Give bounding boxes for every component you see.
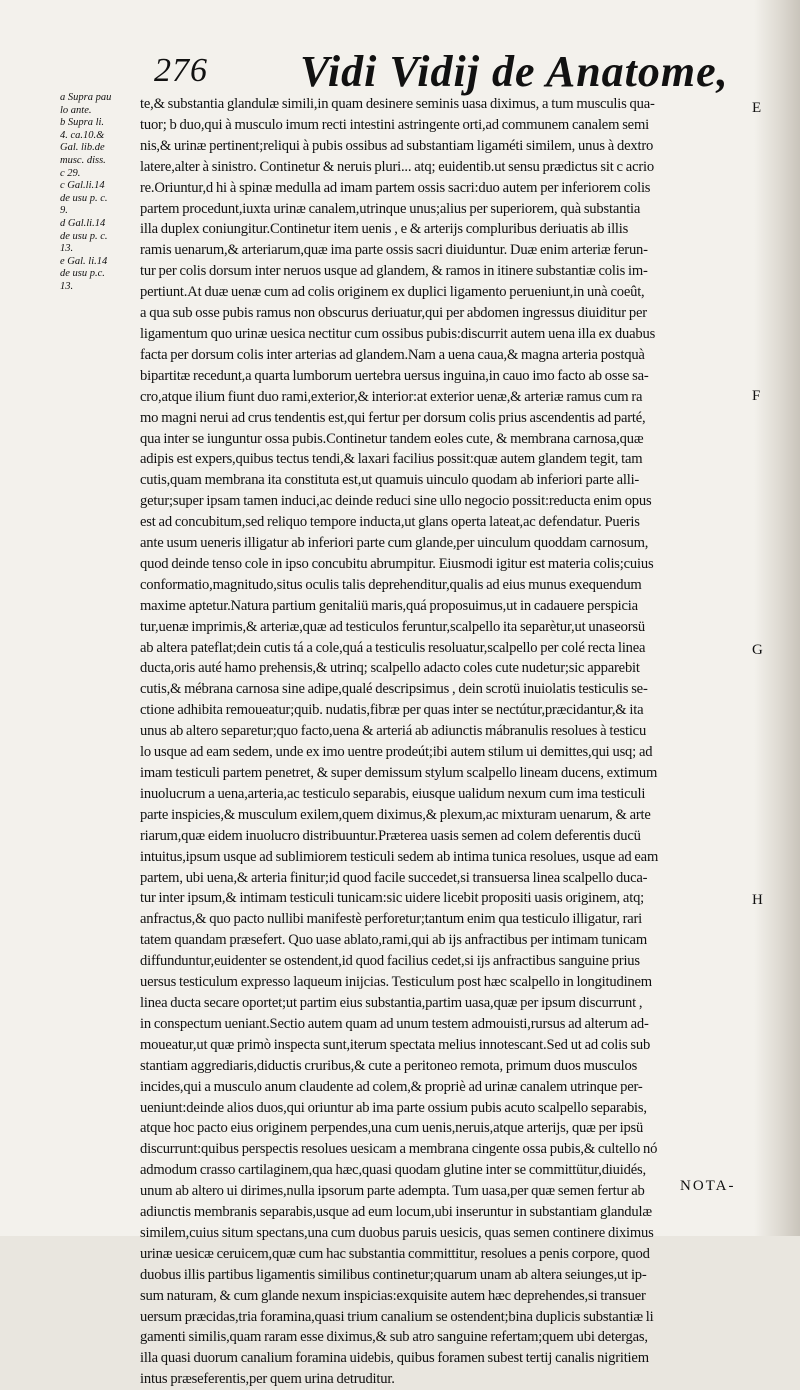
text-line: linea ducta secare oportet;ut partim eius substantia,partim uasa,quæ per ipsum discurrunt , xyxy=(140,994,643,1011)
text-line: duobus illis partibus ligamentis similibus continetur;quarum unam ab altera seiunges,ut ip- xyxy=(140,1266,647,1283)
text-line: adipis est expers,quibus tectus tendi,& laxari facilius possit:quæ autem glandem tegit, tam xyxy=(140,451,643,468)
text-line: latere,alter à sinistro. Continetur & neruis pluri... atq; euidentib.ut sensu prædictus sit c acrio xyxy=(140,158,654,175)
margin-note-line: 4. ca.10.& xyxy=(60,129,105,141)
text-line: uersus testiculum expresso laqueum inijcias. Testiculum post hæc scalpello in longitudinem xyxy=(140,974,652,991)
text-line: lo usque ad eam sedem, unde ex imo uentre prodeút;ibi autem stilum ui demittes,qui usq; ad xyxy=(140,744,653,761)
text-line: ramis uenarum,& arteriarum,quæ ima parte ossis sacri diuiduntur. Duæ enim arteriæ ferun- xyxy=(140,242,648,259)
text-line: imam testiculi partem penetret, & super demissum stylum scalpello lineam ducens, extimum xyxy=(140,765,658,781)
page-number: 276 xyxy=(154,52,208,89)
catchword: NOTA- xyxy=(680,1178,736,1194)
section-letter: G xyxy=(752,642,763,658)
text-line: tur inter ipsum,& intimam testiculi tunicam:sic uidere licebit propositi uasis originem, atq; xyxy=(140,890,645,907)
text-line: te,& substantia glandulæ simili,in quam desinere seminis uasa diximus, a tum musculis qua- xyxy=(140,96,655,112)
text-line: conformatio,magnitudo,situs oculis talis deprehenditur,qualis ad eius munus exequendum xyxy=(140,576,642,593)
margin-note-line: de usu p. c. xyxy=(60,230,108,242)
text-line: anfractus,& quo pacto nullibi manifestè perforetur;tantum enim qua testiculo illigatur, rari xyxy=(140,911,643,928)
section-letters xyxy=(752,0,772,1236)
text-line: quod deinde tenso cole in ipso concubitu abrumpitur. Eiusmodi igitur est materia colis;cuius xyxy=(140,555,654,572)
text-line: stantiam aggrediaris,diductis cruribus,& cute a peritoneo remota, primum duos musculos xyxy=(140,1057,638,1074)
text-line: intus præseferentis,per quem urina detruditur. xyxy=(140,1371,395,1388)
text-line: a qua sub osse pubis ramus non obscurus deriuatur,qui per abdomen ingressus diuiditur per xyxy=(140,305,647,322)
text-line: tur,uenæ imprimis,& arteriæ,quæ ad testiculos feruntur,scalpello ita separètur,ut unaseorsü xyxy=(140,618,645,635)
text-line: nis,& urinæ pertinent;reliqui à pubis ossibus ad substantiam ligaméti similem, unus à dextro xyxy=(140,137,654,154)
running-title: Vidi Vidij de Anatome, xyxy=(300,47,729,96)
text-line: cro,atque ilium fiunt duo rami,exterior,& interior:at exterior uenæ,& arteriæ ramus cum ra xyxy=(140,388,643,405)
body-text xyxy=(140,94,761,1390)
text-line: inuolucrum a uena,arteria,ac testiculo separabis, eiusque ualidum nexum cum ima testiculi xyxy=(140,785,646,802)
margin-note-line: c 29. xyxy=(60,167,81,179)
text-line: ante usum ueneris illigatur ab inferiori parte cum glande,per uinculum quoddam carnosum, xyxy=(140,535,649,552)
text-line: moueatur,ut quæ primò inspecta sunt,iterum spectata melius innotescant.Sed ut ad colis sub xyxy=(140,1036,651,1053)
text-line: urinæ uesicæ ceruicem,quæ cum hac substantia committitur, resolues a penis corpore, quod xyxy=(140,1245,650,1262)
text-line: facta per dorsum colis inter arterias ad glandem.Nam a uena caua,& magna arteria postquà xyxy=(140,346,645,363)
margin-note-line: 13. xyxy=(60,243,74,255)
text-line: cutis,& mébrana carnosa sine adipe,qualé descripsimus , dein scrotü inuiolatis testiculis se- xyxy=(140,681,648,698)
section-letter: H xyxy=(752,892,763,908)
text-line: pertiunt.At duæ uenæ cum ad colis originem ex duplici ligamento perueniunt,in unà coeût, xyxy=(140,284,645,301)
margin-note-line: 9. xyxy=(60,205,68,217)
text-line: illa quasi duorum canalium foramina uidebis, quibus foramen subest tertij canalis nigritiem xyxy=(140,1350,649,1367)
text-line: diffunduntur,euidenter se ostendent,id quod facilius cedet,si ijs anfractibus sanguine prius xyxy=(140,953,640,970)
section-letter: E xyxy=(752,100,762,116)
text-line: mo magni nerui ad crus tendentis est,qui fertur per dorsum colis prius ascendentis ad parté, xyxy=(140,409,646,426)
text-line: ueniunt:deinde alios duos,qui oriuntur ab ima parte ossium pubis acuto scalpello separabis, xyxy=(140,1099,647,1116)
text-line: re.Oriuntur,d hi à spinæ medulla ad imam partem ossis sacri:duo autem per inferiorem colis xyxy=(140,179,651,196)
text-line: riarum,quæ eidem inuolucro distribuuntur.Præterea uasis semen ad colem deferentis ducü xyxy=(140,827,641,844)
text-line: sum naturam, & cum glande nexum inspicias:exquisite autem hæc deprehendes,si transuer xyxy=(140,1287,646,1304)
text-line: tuor; b duo,qui à musculo imum recti intestini astringente orti,ad communem canalem semi xyxy=(140,116,649,133)
text-line: qua inter se iunguntur ossa pubis.Continetur tandem eoles cute, & membrana carnosa,quæ xyxy=(140,430,644,447)
text-line: incides,qui a musculo anum claudente ad colem,& propriè ad urinæ canalem utrinque per- xyxy=(140,1078,643,1095)
text-line: parte inspicies,& musculum exilem,quem diximus,& plexum,ac mixturam uenarum, & arte xyxy=(140,806,651,823)
margin-note-line: de usu p. c. xyxy=(60,192,108,204)
text-line: ab altera pateflat;dein cutis tá a cole,quá a testiculis resoluatur,scalpello per colé recta linea xyxy=(140,639,646,656)
margin-note-line: c Gal.li.14 xyxy=(60,180,105,192)
text-line: admodum crasso cartilaginem,qua hæc,quasi quodam glutine inter se committütur,diuidés, xyxy=(140,1162,646,1179)
text-line: uersum præcidas,tria foramina,quasi trium canalium se ostendent;bina duplicis substantiæ li xyxy=(140,1308,654,1325)
text-line: partem procedunt,iuxta urinæ canalem,utrinque unus;alius per superiorem, quà substantia xyxy=(140,200,641,217)
text-line: ligamentum quo urinæ uesica nectitur cum ossibus pubis:discurrit autem uena illa ex duabus xyxy=(140,325,656,342)
text-line: cutis,quam membrana ita constituta est,ut quamuis uinculo quodam ab inferiori parte alli- xyxy=(140,472,640,489)
margin-note-line: Gal. lib.de xyxy=(60,142,105,154)
text-line: ctione adhibita remoueatur;quib. nudatis,fibræ per quas inter se nectútur,præcidantur,& ita xyxy=(140,702,644,719)
text-line: tur per colis dorsum inter neruos usque ad glandem, & ramos in itinere substantiæ colis im- xyxy=(140,263,648,280)
text-line: adiunctis membranis separabis,usque ad eum locum,ubi inseruntur in substantiam glandulæ xyxy=(140,1204,652,1221)
margin-note-line: b Supra li. xyxy=(60,117,105,129)
text-line: intuitus,ipsum usque ad sublimiorem testiculi sedem ab intima tunica resolues, usque ad eam xyxy=(140,848,659,865)
text-line: bipartitæ recedunt,a quarta lumborum uertebra uersus inguina,in cauo imo facto ab osse sa- xyxy=(140,367,649,384)
text-line: gamenti similis,quam raram esse diximus,& sub atro sanguine refertam;quem ubi detergas, xyxy=(140,1329,648,1346)
text-line: similem,cuius situm spectans,una cum duobus paruis uesicis, quas semen continere diximus xyxy=(140,1224,654,1241)
text-line: ducta,oris auté hamo prehensis,& utrinq; scalpello adacto coles cute nudetur;sic apparebit xyxy=(140,660,640,677)
margin-notes xyxy=(60,92,144,294)
text-line: unus ab altero separetur;quo facto,uena & arteriá ab adiunctis mábranulis resolues à testicu xyxy=(140,723,647,740)
margin-note-line: e Gal. li.14 xyxy=(60,255,108,267)
text-line: tatem quandam præsefert. Quo uase ablato,rami,qui ab ijs anfractibus per intimam tunicam xyxy=(140,932,647,949)
text-line: in conspectum ueniant.Sectio autem quam ad unum testem admouisti,rursus ad alterum ad- xyxy=(140,1015,649,1032)
text-line: atque hoc pacto eius originem perpendes,una cum uenis,neruis,atque arterijs, quæ per ipsü xyxy=(140,1120,644,1137)
text-line: unum ab altero ui dirimes,nulla ipsorum parte adempta. Tum uasa,per quæ semen fertur ab xyxy=(140,1183,645,1200)
text-line: discurrunt:quibus perspectis resolues uesicam a membrana cingente ossa pubis,& cultello nó xyxy=(140,1141,658,1158)
text-line: illa duplex coniungitur.Continetur item uenis , e & arterijs compluribus deriuatis ab illis xyxy=(140,221,629,238)
text-line: maxime aptetur.Natura partium genitaliü maris,quá proposuimus,ut in cadauere perspicia xyxy=(140,597,638,614)
section-letter: F xyxy=(752,388,761,404)
margin-note-line: 13. xyxy=(60,280,74,292)
text-line: partem, ubi uena,& arteria finitur;id quod facile succedet,si transuersa linea scalpello duca- xyxy=(140,869,648,886)
margin-note-line: lo ante. xyxy=(60,104,92,116)
margin-note-line: de usu p.c. xyxy=(60,268,105,280)
text-line: est ad concubitum,sed reliquo tempore inducta,ut glans operta lateat,ac defendatur. Pueris xyxy=(140,514,640,531)
margin-note-line: musc. diss. xyxy=(60,154,106,166)
text-line: getur;super ipsam tamen induci,ac deinde reduci sine ullo negocio possit:reducta enim opus xyxy=(140,493,652,510)
margin-note-line: a Supra pau xyxy=(60,92,112,103)
margin-note-line: d Gal.li.14 xyxy=(60,217,106,229)
